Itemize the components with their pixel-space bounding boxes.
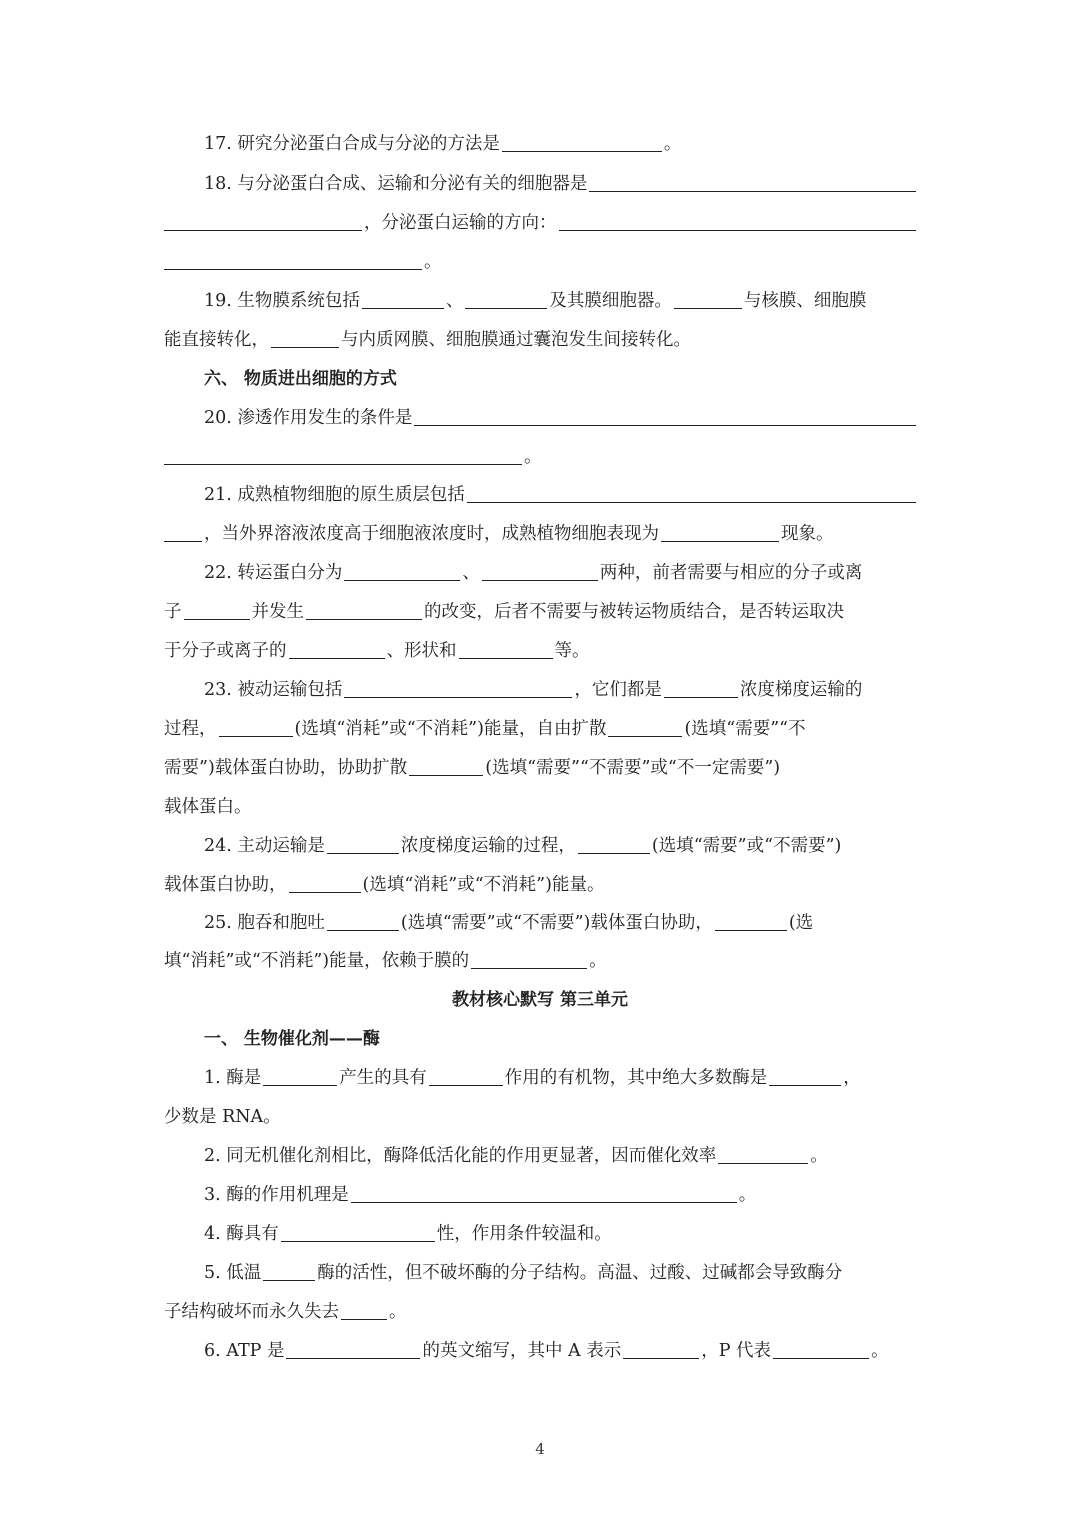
- q19-text-3: 与核膜、细胞膜: [743, 291, 867, 311]
- q19-sep: 、: [445, 291, 464, 311]
- question-25-line2: [164, 941, 918, 981]
- e4-text: 4. 酶具有: [204, 1224, 279, 1244]
- question-21-line2: [164, 514, 918, 554]
- answer-blank[interactable]: [482, 579, 598, 581]
- answer-blank[interactable]: [608, 735, 682, 737]
- question-19-line2: [164, 320, 918, 360]
- question-23-line3: [164, 748, 918, 788]
- answer-blank[interactable]: [306, 618, 422, 620]
- q22-text-7: 、形状和: [386, 641, 457, 661]
- q22-sep: 、: [462, 563, 480, 583]
- question-22: [204, 553, 918, 593]
- q24-text-4: 载体蛋白协助，: [164, 875, 287, 895]
- q25-text-3: (选: [788, 913, 814, 933]
- q20-text: 20. 渗透作用发生的条件是: [204, 408, 413, 428]
- q23-text-8: (选填“需要”“不需要”或“不一定需要”): [485, 758, 781, 778]
- e5-text-2: 酶的活性，但不破坏酶的分子结构。高温、过酸、过碱都会导致酶分: [317, 1263, 843, 1283]
- q18-text: 18. 与分泌蛋白合成、运输和分泌有关的细胞器是: [204, 174, 588, 194]
- q22-text-2: 两种，前者需要与相应的分子或离: [599, 563, 863, 583]
- answer-blank[interactable]: [661, 540, 779, 542]
- e6-text: 6. ATP 是: [204, 1341, 285, 1361]
- answer-blank[interactable]: [715, 929, 787, 931]
- e5-end: 。: [389, 1302, 407, 1322]
- q23-text-4: 过程，: [164, 719, 217, 739]
- answer-blank[interactable]: [429, 1084, 503, 1086]
- page-number: 4: [535, 1440, 545, 1458]
- q18-text-2: ，分泌蛋白运输的方向：: [364, 213, 557, 233]
- answer-blank[interactable]: [281, 1240, 435, 1242]
- e1-text-3: 作用的有机物，其中绝大多数酶是: [504, 1068, 768, 1088]
- q19-text-4: 能直接转化，: [164, 330, 269, 350]
- answer-blank[interactable]: [559, 229, 917, 231]
- e2-text: 2. 同无机催化剂相比，酶降低活化能的作用更显著，因而催化效率: [204, 1146, 717, 1166]
- q24-text-3: (选填“需要”或“不需要”): [651, 836, 842, 856]
- answer-blank[interactable]: [465, 307, 547, 309]
- e5-text: 5. 低温: [204, 1263, 262, 1283]
- question-21: [204, 475, 918, 515]
- q23-text-6: (选填“需要”“不: [684, 719, 806, 739]
- enzyme-question-5-line2: [164, 1292, 918, 1332]
- q25-end: 。: [589, 951, 607, 971]
- q22-text-5: 的改变，后者不需要与被转运物质结合，是否转运取决: [424, 602, 844, 622]
- answer-blank[interactable]: [773, 1357, 869, 1359]
- question-23: [204, 670, 918, 710]
- question-18-line2: [164, 203, 918, 243]
- e2-end: 。: [810, 1146, 828, 1166]
- answer-blank[interactable]: [589, 190, 916, 192]
- question-19: [204, 281, 918, 321]
- e3-text: 3. 酶的作用机理是: [204, 1185, 349, 1205]
- e5-text-3: 子结构破坏而永久失去: [164, 1302, 339, 1322]
- q17-end: 。: [663, 134, 682, 154]
- answer-blank[interactable]: [286, 1357, 420, 1359]
- enzyme-question-5: [204, 1253, 918, 1293]
- section-heading-1: 一、 生物催化剂——酶: [204, 1029, 380, 1049]
- answer-blank[interactable]: [344, 696, 572, 698]
- q25-text-4: 填“消耗”或“不消耗”)能量，依赖于膜的: [164, 951, 470, 971]
- question-24-line2: [164, 865, 918, 905]
- answer-blank[interactable]: [664, 696, 738, 698]
- q23-text-2: ，它们都是: [574, 680, 662, 700]
- e1-text-2: 产生的具有: [339, 1068, 427, 1088]
- e6-text-3: ，P 代表: [701, 1341, 772, 1361]
- q22-text: 22. 转运蛋白分为: [204, 563, 343, 583]
- answer-blank[interactable]: [164, 540, 202, 542]
- answer-blank[interactable]: [459, 657, 553, 659]
- question-23-line2: [164, 709, 918, 749]
- e1-text: 1. 酶是: [204, 1068, 262, 1088]
- enzyme-question-1: [204, 1058, 918, 1098]
- enzyme-question-4: [204, 1214, 918, 1254]
- answer-blank[interactable]: [341, 1318, 387, 1320]
- q24-text: 24. 主动运输是: [204, 836, 325, 856]
- answer-blank[interactable]: [769, 1084, 841, 1086]
- answer-blank[interactable]: [289, 657, 385, 659]
- q22-end: 等。: [554, 641, 590, 661]
- q17-text: 17. 研究分泌蛋白合成与分泌的方法是: [204, 134, 500, 154]
- e6-end: 。: [871, 1341, 889, 1361]
- answer-blank[interactable]: [362, 307, 444, 309]
- question-24: [204, 826, 918, 866]
- q24-text-2: 浓度梯度运输的过程，: [400, 836, 576, 856]
- answer-blank[interactable]: [623, 1357, 699, 1359]
- q23-text: 23. 被动运输包括: [204, 680, 343, 700]
- enzyme-question-1-line2: 少数是 RNA。: [164, 1107, 281, 1127]
- answer-blank[interactable]: [289, 891, 361, 893]
- answer-blank[interactable]: [263, 1084, 337, 1086]
- question-22-line2: [164, 592, 918, 632]
- answer-blank[interactable]: [467, 501, 916, 503]
- q24-text-5: (选填“消耗”或“不消耗”)能量。: [362, 875, 605, 895]
- answer-blank[interactable]: [219, 735, 293, 737]
- e1-text-4: ，: [843, 1068, 861, 1088]
- q22-text-4: 并发生: [251, 602, 304, 622]
- enzyme-question-3: [204, 1175, 918, 1215]
- q25-text-2: (选填“需要”或“不需要”)载体蛋白协助，: [400, 913, 713, 933]
- answer-blank[interactable]: [344, 579, 460, 581]
- q20-end: 。: [524, 447, 542, 467]
- answer-blank[interactable]: [271, 346, 339, 348]
- answer-blank[interactable]: [263, 1279, 315, 1281]
- answer-blank[interactable]: [414, 424, 916, 426]
- q22-text-6: 于分子或离子的: [164, 641, 287, 661]
- e3-end: 。: [738, 1185, 757, 1205]
- answer-blank[interactable]: [164, 463, 522, 465]
- question-25: [204, 903, 918, 943]
- q23-text-7: 需要”)载体蛋白协助，协助扩散: [164, 758, 408, 778]
- answer-blank[interactable]: [327, 929, 399, 931]
- question-22-line3: [164, 631, 918, 671]
- answer-blank[interactable]: [327, 852, 399, 854]
- q21-text-2: ，当外界溶液浓度高于细胞液浓度时，成熟植物细胞表现为: [204, 524, 659, 544]
- question-20-line2: [164, 437, 918, 477]
- e4-text-2: 性，作用条件较温和。: [436, 1224, 612, 1244]
- answer-blank[interactable]: [409, 774, 483, 776]
- q19-text-2: 及其膜细胞器。: [549, 291, 672, 311]
- e6-text-2: 的英文缩写，其中 A 表示: [422, 1341, 622, 1361]
- q19-text-5: 与内质网膜、细胞膜通过囊泡发生间接转化。: [341, 330, 691, 350]
- q18-end: 。: [424, 252, 442, 272]
- question-18-line3: [164, 242, 918, 282]
- enzyme-question-2: [204, 1136, 918, 1176]
- answer-blank[interactable]: [164, 229, 362, 231]
- answer-blank[interactable]: [674, 307, 742, 309]
- question-23-line4: 载体蛋白。: [164, 797, 252, 817]
- answer-blank[interactable]: [578, 852, 650, 854]
- q21-text: 21. 成熟植物细胞的原生质层包括: [204, 485, 465, 505]
- q22-text-3: 子: [164, 602, 182, 622]
- unit-title: 教材核心默写 第三单元: [452, 990, 628, 1010]
- question-18: [204, 164, 918, 204]
- section-heading-6: 六、 物质进出细胞的方式: [204, 369, 397, 389]
- answer-blank[interactable]: [502, 150, 662, 152]
- answer-blank[interactable]: [164, 268, 422, 270]
- enzyme-question-6: [204, 1331, 918, 1371]
- answer-blank[interactable]: [471, 967, 587, 969]
- answer-blank[interactable]: [351, 1201, 737, 1203]
- q23-text-3: 浓度梯度运输的: [739, 680, 863, 700]
- question-17: [204, 124, 918, 164]
- q21-end: 现象。: [781, 524, 834, 544]
- question-20: [204, 398, 918, 438]
- answer-blank[interactable]: [184, 618, 250, 620]
- answer-blank[interactable]: [718, 1162, 808, 1164]
- q23-text-5: (选填“消耗”或“不消耗”)能量，自由扩散: [294, 719, 607, 739]
- q25-text: 25. 胞吞和胞吐: [204, 913, 325, 933]
- q19-text: 19. 生物膜系统包括: [204, 291, 360, 311]
